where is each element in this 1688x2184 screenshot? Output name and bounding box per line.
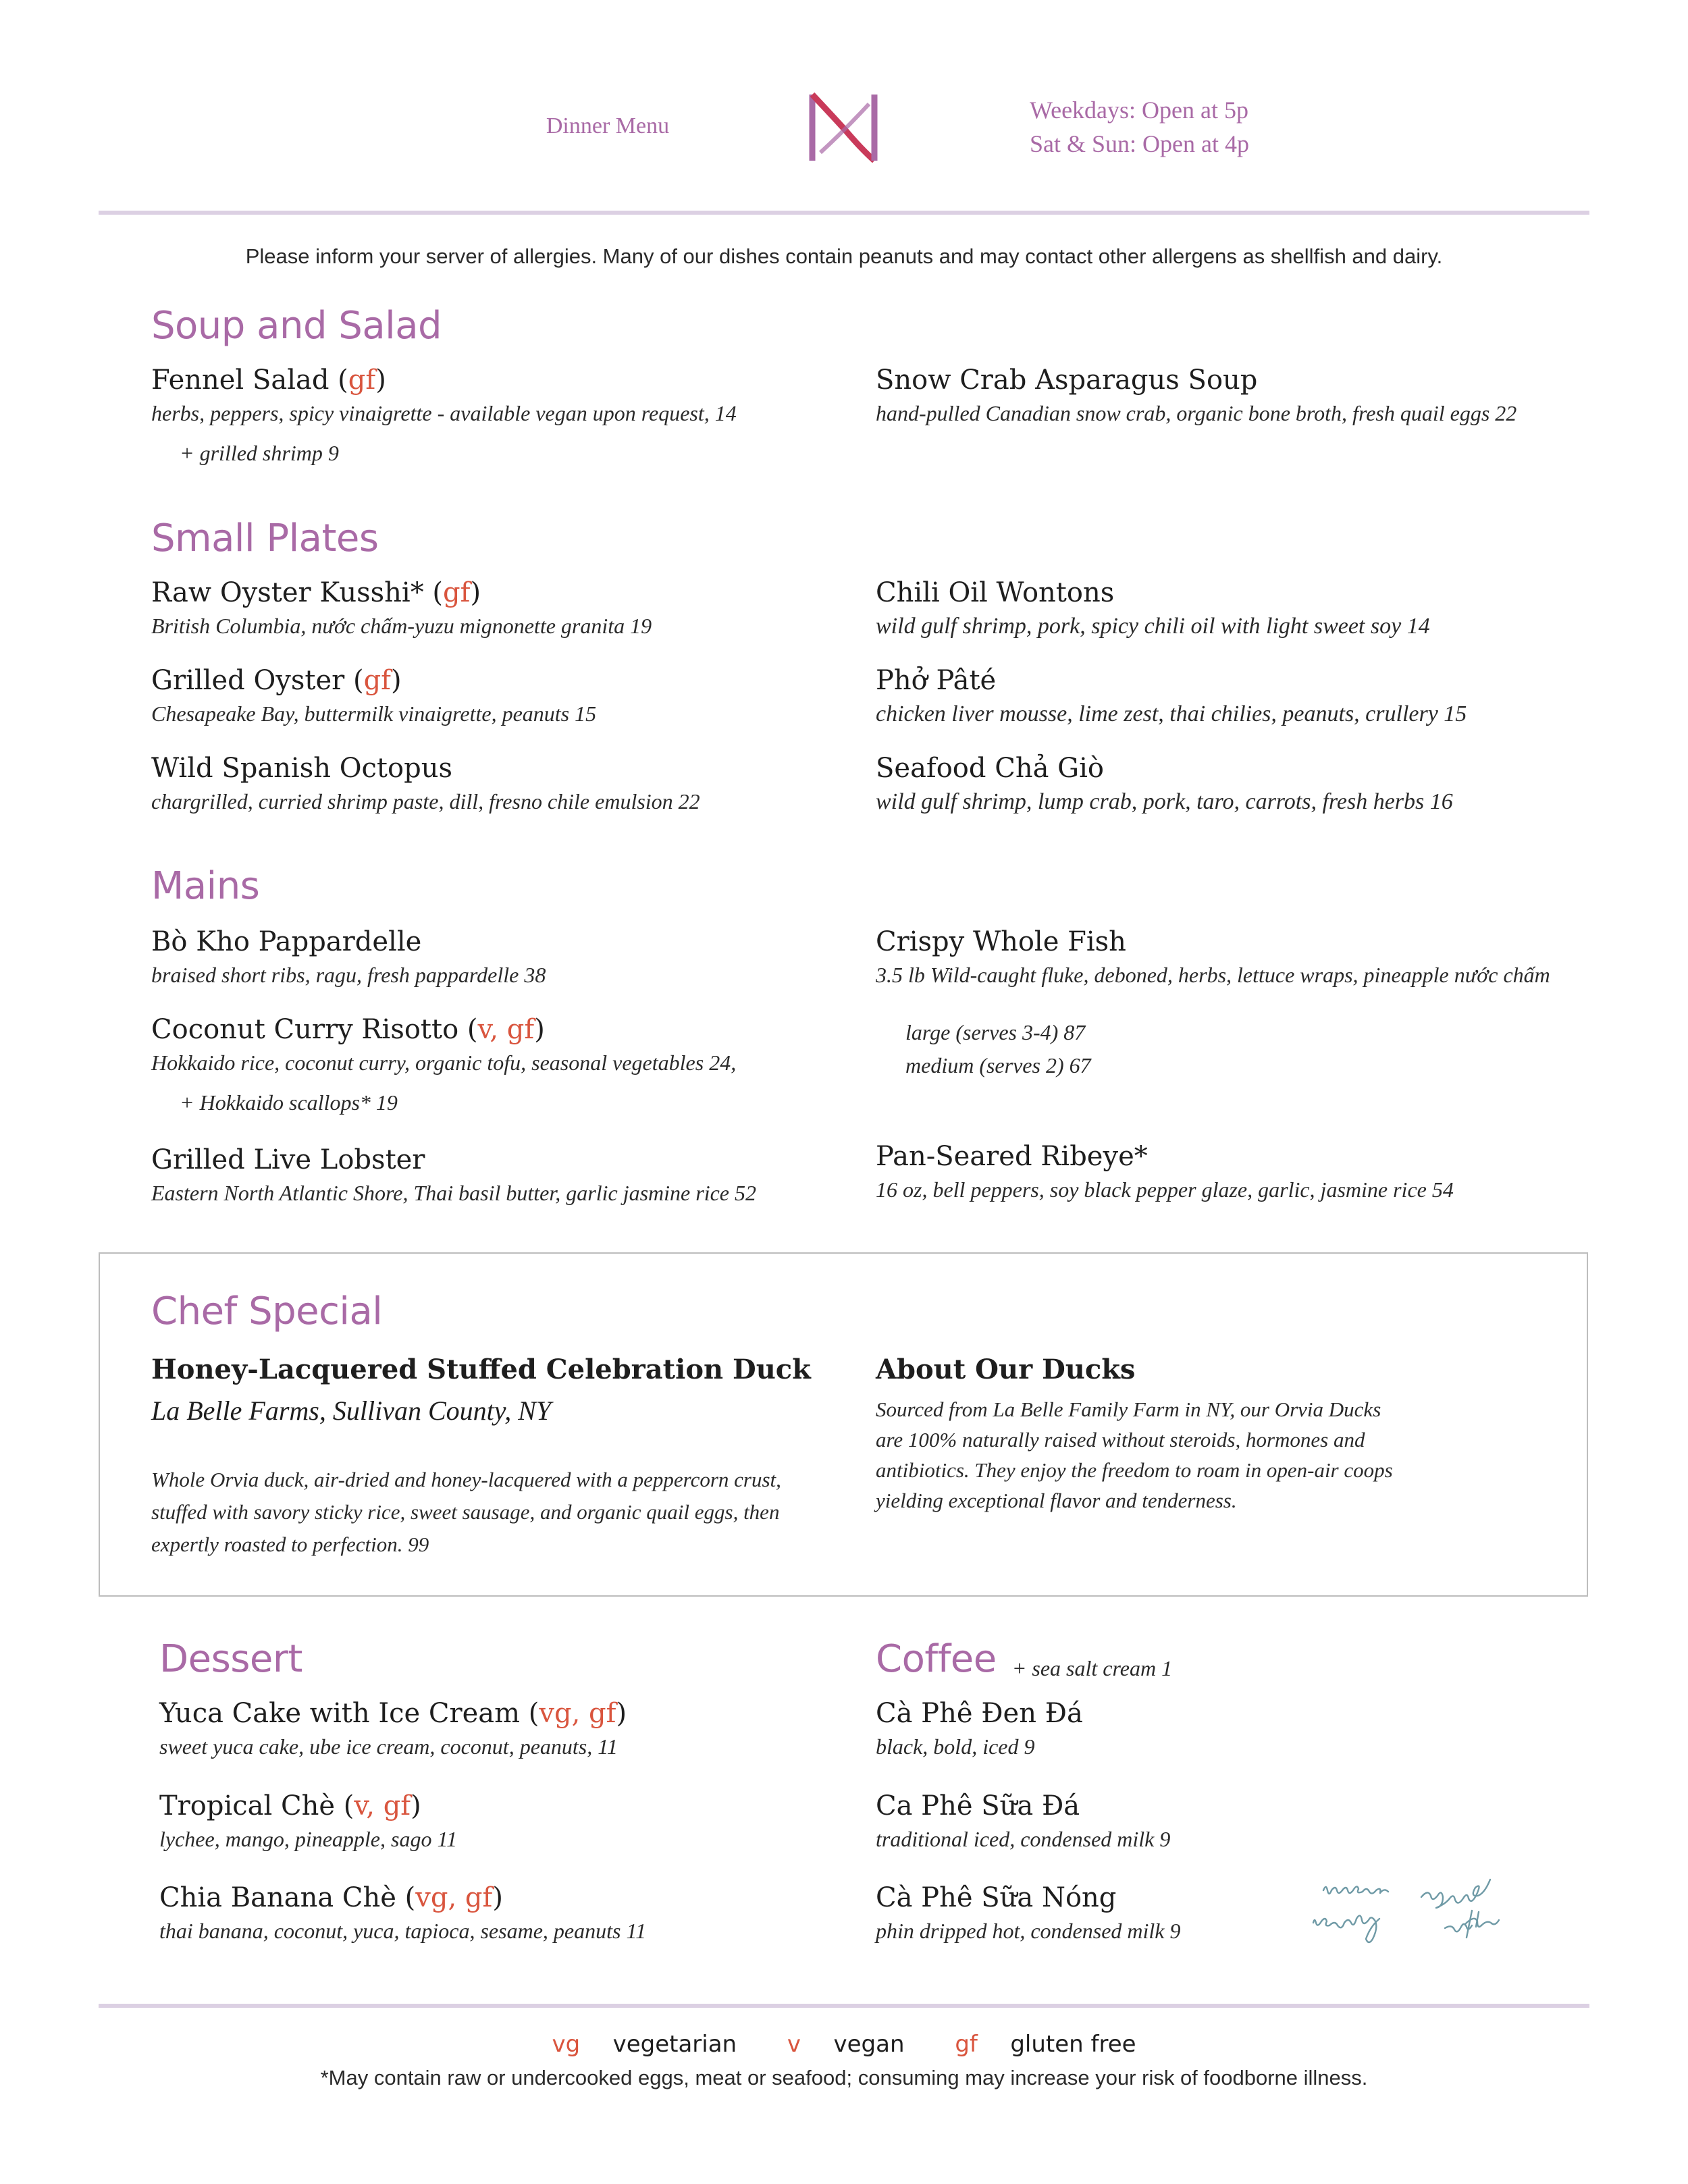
item-description: black, bold, iced 9 — [876, 1734, 1035, 1759]
item-name: Crispy Whole Fish — [876, 926, 1126, 957]
item-description: chicken liver mousse, lime zest, thai chilies, peanuts, crullery 15 — [876, 701, 1467, 726]
coffee-addon: + sea salt cream 1 — [1011, 1656, 1173, 1680]
menu-item — [151, 577, 652, 639]
item-name: Snow Crab Asparagus Soup — [876, 365, 1258, 396]
diet-tag: gf — [348, 365, 376, 396]
special-origin: La Belle Farms, Sullivan County, NY — [151, 1395, 552, 1426]
item-description: wild gulf shrimp, lump crab, pork, taro, carrots, fresh herbs 16 — [876, 789, 1453, 814]
section-title-coffee: Coffee — [876, 1637, 997, 1681]
item-name-row: Grilled Oyster (gf) — [151, 665, 402, 696]
menu-item — [876, 753, 1453, 815]
item-description: lychee, mango, pineapple, sago 11 — [159, 1827, 458, 1851]
item-description: braised short ribs, ragu, fresh pappardelle 38 — [151, 963, 546, 987]
diet-tag: v, gf — [354, 1790, 411, 1821]
hours-weekend: Sat & Sun: Open at 4p — [1030, 130, 1249, 157]
item-name: Ca Phê Sữa Đá — [876, 1790, 1080, 1821]
foodborne-illness-footnote: *May contain raw or undercooked eggs, meat or seafood; consuming may increase your risk of foodborne illness. — [320, 2066, 1368, 2089]
legend-entry: gf gluten free — [955, 2031, 1136, 2058]
menu-item — [159, 1882, 646, 1944]
item-name: Chili Oil Wontons — [876, 577, 1115, 608]
menu-item — [876, 665, 1467, 727]
size-option: medium (serves 2) 67 — [905, 1053, 1091, 1077]
handwritten-signature — [1286, 1870, 1577, 1971]
section-title-mains: Mains — [151, 864, 260, 908]
special-dish-name: Honey-Lacquered Stuffed Celebration Duck — [151, 1354, 811, 1385]
item-name: Raw Oyster Kusshi* — [151, 577, 424, 608]
menu-label: Dinner Menu — [546, 113, 670, 138]
special-description: Whole Orvia duck, air-dried and honey-lacquered with a peppercorn crust, stuffed with savory sticky rice, sweet sausage, and organic quail eggs, then expertly roasted to perfection. 99 — [151, 1468, 781, 1556]
menu-item — [159, 1790, 457, 1852]
menu-item — [876, 1882, 1180, 1944]
item-name: Tropical Chè — [159, 1790, 336, 1821]
menu-item — [151, 665, 596, 726]
legend-entry: v vegan — [787, 2031, 905, 2058]
menu-item — [876, 365, 1516, 426]
diet-tag: v, gf — [477, 1014, 535, 1045]
item-name-row: Raw Oyster Kusshi* (gf) — [151, 577, 481, 608]
item-name-row: Tropical Chè (v, gf) — [159, 1790, 421, 1821]
item-name: Grilled Live Lobster — [151, 1144, 425, 1175]
menu-item — [159, 1698, 627, 1759]
diet-tag: gf — [443, 577, 471, 608]
item-description: phin dripped hot, condensed milk 9 — [876, 1919, 1181, 1943]
diet-tag: gf — [363, 665, 391, 696]
item-description: herbs, peppers, spicy vinaigrette - available vegan upon request, 14 — [151, 401, 737, 425]
item-name: Yuca Cake with Ice Cream — [159, 1698, 521, 1729]
section-title-soup-salad: Soup and Salad — [151, 304, 442, 348]
item-description: traditional iced, condensed milk 9 — [876, 1827, 1171, 1851]
menu-item — [876, 1698, 1083, 1759]
about-ducks-text: Sourced from La Belle Family Farm in NY, our Orvia Ducks are 100% naturally raised without steroids, hormones and antibiotics. They enjoy the freedom to roam in open-air coops yielding exceptional flavor and tenderness. — [876, 1397, 1393, 1512]
item-description: thai banana, coconut, yuca, tapioca, sesame, peanuts 11 — [159, 1919, 647, 1943]
about-ducks-title: About Our Ducks — [876, 1354, 1136, 1385]
menu-item — [876, 577, 1430, 639]
item-name: Chia Banana Chè — [159, 1882, 396, 1913]
section-title-chef-special: Chef Special — [151, 1289, 383, 1333]
item-name: Cà Phê Đen Đá — [876, 1698, 1083, 1729]
top-divider — [99, 211, 1589, 215]
item-name-row: Chia Banana Chè (vg, gf) — [159, 1882, 503, 1913]
item-name: Wild Spanish Octopus — [151, 753, 452, 784]
item-description: chargrilled, curried shrimp paste, dill, fresno chile emulsion 22 — [151, 789, 700, 814]
menu-item — [151, 753, 700, 814]
menu-item — [151, 926, 546, 988]
item-description: British Columbia, nước chấm-yuzu mignonette granita 19 — [151, 614, 652, 638]
diet-tag: vg, gf — [415, 1882, 493, 1913]
coffee-header — [876, 1637, 1172, 1681]
item-name: Pan-Seared Ribeye* — [876, 1141, 1148, 1172]
item-description: 3.5 lb Wild-caught fluke, deboned, herbs, lettuce wraps, pineapple nước chấm — [876, 963, 1550, 987]
item-addon: + grilled shrimp 9 — [180, 441, 339, 465]
item-addon: + Hokkaido scallops* 19 — [180, 1090, 398, 1115]
item-name: Bò Kho Pappardelle — [151, 926, 422, 957]
item-name: Phở Pâté — [876, 665, 997, 696]
item-description: sweet yuca cake, ube ice cream, coconut, peanuts, 11 — [159, 1734, 618, 1759]
diet-tag: vg, gf — [539, 1698, 616, 1729]
menu-item — [876, 926, 1550, 1078]
item-name: Grilled Oyster — [151, 665, 345, 696]
size-option: large (serves 3-4) 87 — [905, 1020, 1086, 1044]
item-name: Cà Phê Sữa Nóng — [876, 1882, 1117, 1913]
item-description: 16 oz, bell peppers, soy black pepper glaze, garlic, jasmine rice 54 — [876, 1177, 1454, 1202]
item-description: Hokkaido rice, coconut curry, organic tofu, seasonal vegetables 24, — [151, 1050, 737, 1075]
item-name-row: Fennel Salad (gf) — [151, 365, 386, 396]
diet-legend — [99, 2031, 1589, 2058]
item-description: hand-pulled Canadian snow crab, organic bone broth, fresh quail eggs 22 — [876, 401, 1517, 425]
opening-hours — [1030, 93, 1249, 161]
allergy-notice: Please inform your server of allergies. Many of our dishes contain peanuts and may contact other allergens as shellfish and dairy. — [245, 244, 1443, 268]
item-name-row: Coconut Curry Risotto (v, gf) — [151, 1014, 545, 1045]
section-title-small-plates: Small Plates — [151, 516, 379, 560]
menu-item — [876, 1141, 1454, 1202]
menu-item — [151, 1014, 736, 1115]
menu-item — [151, 1144, 756, 1206]
item-name: Seafood Chả Giò — [876, 753, 1104, 784]
item-name: Fennel Salad — [151, 365, 329, 396]
restaurant-logo — [807, 90, 881, 165]
item-description: Chesapeake Bay, buttermilk vinaigrette, peanuts 15 — [151, 701, 597, 726]
item-name: Coconut Curry Risotto — [151, 1014, 459, 1045]
legend-entry: vg vegetarian — [552, 2031, 737, 2058]
hours-weekdays: Weekdays: Open at 5p — [1030, 97, 1248, 124]
item-name-row: Yuca Cake with Ice Cream (vg, gf) — [159, 1698, 627, 1729]
item-description: Eastern North Atlantic Shore, Thai basil butter, garlic jasmine rice 52 — [151, 1181, 756, 1205]
section-title-dessert: Dessert — [159, 1637, 302, 1681]
menu-item — [151, 365, 737, 466]
bottom-divider — [99, 2004, 1589, 2008]
menu-item — [876, 1790, 1170, 1852]
item-description: wild gulf shrimp, pork, spicy chili oil with light sweet soy 14 — [876, 614, 1430, 639]
